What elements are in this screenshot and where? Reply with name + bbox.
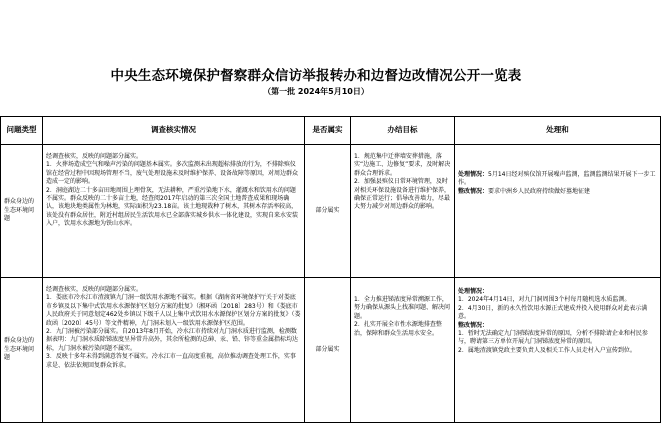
handling-text: 2．属地渣渡镇党政主要负责人及相关工作人员走村入户宣传到位。 bbox=[458, 346, 636, 354]
handling-text: 2．4月30日，新的永久性饮用水源正式建成并投入使用群众对此表示满意。 bbox=[458, 304, 648, 321]
handling-text: 1．暂时无法确定九门洞锑浓度异常的原因，分析不排除请企业和村民参与，聘请第三方单位开展九门洞锑浓度异常的原因。 bbox=[458, 330, 648, 346]
header-problem-type: 问题类型 bbox=[1, 117, 43, 145]
petition-table bbox=[0, 116, 661, 423]
goal-line: 2．加强县殡仪日常环境管理，及时对相关环保设施设备进行维护保养，确保正常运行；倡导改善墙力，尽最大努力减少对周边群众的影响。 bbox=[354, 178, 451, 211]
handling-label: 处理情况： bbox=[458, 288, 489, 295]
table-row bbox=[1, 278, 661, 423]
handling-label: 整改情况： bbox=[458, 187, 489, 195]
investigation-line: 2．九门洞被污染部分属实。自2013年8月开始，冷水江市持续对九门洞水质进行监测，检测数据表明：九门洞水质除锑浓度呈异常升高外，其余所检测的总砷、汞、铅、锌等重金属指标均达标，九门洞水被污染问题不属实。 bbox=[46, 328, 299, 352]
cell-investigation bbox=[43, 145, 305, 278]
cell-is-true: 部分属实 bbox=[305, 278, 351, 423]
handling-label: 处理情况： bbox=[458, 171, 489, 178]
cell-goal bbox=[351, 278, 455, 423]
header-goal: 办结目标 bbox=[351, 117, 455, 145]
cell-problem-type: 群众身边的生态环境问题 bbox=[1, 278, 43, 423]
header-investigation: 调查核实情况 bbox=[43, 117, 305, 145]
investigation-line: 1．娄底市冷水江市渣渡镇九门洞一级饮用水源地不属实。根据《湖南省环境保护厅关于对娄底市乡镇及以下集中式饮用水水源保护区划分方案的批复》（湘环函〔2018〕283号）和《娄底市人民政府关于同意划定462处乡镇以下级千人以上集中式饮用水水源保护区划分方案的批复》（娄政函〔2020〕45号）等文件精神，九门洞未划入一级饮用水源保护区范围。 bbox=[46, 294, 301, 327]
cell-handling bbox=[455, 278, 661, 423]
cell-problem-type: 群众身边的生态环境问题 bbox=[1, 145, 43, 278]
investigation-line: 1．火葬场造成空气和噪声污染的问题基本属实。多次监测未出现超标排放的行为，不排除殡仪馆在经营过程中因现场管理不当，废气处理设施未及时维护保养、设备故障等原因，对周边群众造成一定的影响。 bbox=[46, 161, 299, 186]
investigation-line: 经调查核实，反映的问题部分属实。 bbox=[46, 153, 143, 160]
cell-handling bbox=[455, 145, 661, 278]
table-header-row bbox=[1, 117, 661, 145]
table-row bbox=[1, 145, 661, 278]
investigation-line: 3．反映十多年未得到满意答复不属实。冷水江市一直高度重视，高位推动调查处理工作，实事求是、依法依规回复群众诉求。 bbox=[46, 353, 296, 369]
cell-is-true: 部分属实 bbox=[305, 145, 351, 278]
cell-investigation bbox=[43, 278, 305, 423]
handling-text: 要求中洲乡人民政府持续做好墓地征建 bbox=[488, 187, 591, 195]
goal-line: 1．全力推进锑浓度异常溯源工作，努力确保从源头上找准问题、解决问题。 bbox=[354, 296, 451, 320]
handling-text: 1．2024年4月14日，对九门洞周围3个村每月随机选水质监测。 bbox=[458, 296, 631, 304]
goal-line: 1．规范集中迁葬墙安葬措施，落实“边施工、边修复”要求，及时解决群众合理诉求。 bbox=[354, 153, 451, 177]
header-handling: 处理和 bbox=[455, 117, 661, 145]
document-subtitle: （第一批 2024年5月10日） bbox=[263, 87, 369, 96]
goal-line: 2．扎实开展全市性水源地排查整治，保障和群众生活用水安全。 bbox=[354, 321, 442, 337]
document-title: 中央生态环境保护督察群众信访举报转办和边督边改情况公开一览表 bbox=[110, 68, 522, 84]
investigation-line: 2．洞庭湖边二十多亩田地周围上埋骨灰，无法耕种，严重污染地下水，灌溉水和饮用水的问题不属实。群众反映的二十多亩土地，经查阅2017年启动的第三次全国土地普查成果和现场确认，该地块地类属性为林地，实际面积为23.18亩。该土地现栽种了树木，其树木存活率较高，该处没有群众居住，附近村组居民生活饮用水已全部落实城乡供水一体化建设，实现自来水安装入户，饮用水水源地为铁山水库。 bbox=[46, 186, 299, 228]
header-is-true: 是否属实 bbox=[305, 117, 351, 145]
investigation-line: 经调查核实，反映的问题部分属实。 bbox=[46, 286, 143, 293]
handling-text: 5月14日经对殡仪馆开展噪声监测，监测监测结果开展下一步工作。 bbox=[458, 171, 656, 187]
cell-goal bbox=[351, 145, 455, 278]
handling-label: 整改情况： bbox=[458, 321, 489, 329]
